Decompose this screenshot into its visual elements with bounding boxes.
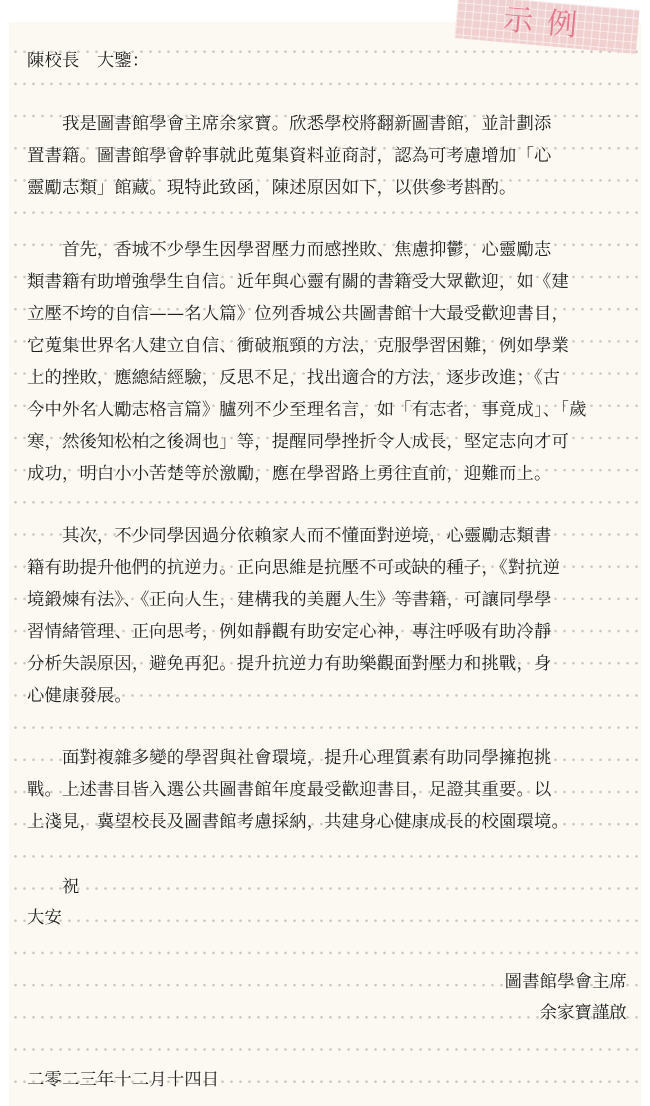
paragraph-2-line-2: 類書籍有助增強學生自信。近年與心靈有關的書籍受大眾歡迎，如《建 [27,272,569,292]
closing-greeting: 大安 [27,908,62,928]
paragraph-4-line-3: 上淺見，冀望校長及圖書館考慮採納，共建身心健康成長的校園環境。 [27,812,569,832]
paragraph-3-line-6: 心健康發展。 [27,686,132,706]
signature-name: 余家寶謹啟 [539,1003,627,1023]
paragraph-2-line-8: 成功，明白小小苦楚等於激勵，應在學習路上勇往直前，迎難而上。 [27,464,552,484]
signature-title: 圖書館學會主席 [504,972,627,992]
paragraph-2-line-3: 立壓不垮的自信——名人篇》位列香城公共圖書館十大最受歡迎書目， [27,304,569,324]
paragraph-2-line-5: 上的挫敗，應總結經驗，反思不足，找出適合的方法，逐步改進；《古 [27,368,561,388]
letter-date: 二零二三年十二月十四日 [27,1070,220,1090]
paragraph-1-line-1: 我是圖書館學會主席余家寶。欣悉學校將翻新圖書館，並計劃添 [27,114,552,134]
paragraph-3-line-3: 境鍛煉有法》、《正向人生，建構我的美麗人生》等書籍，可讓同學學 [27,590,552,610]
paragraph-1-line-3: 靈勵志類」館藏。現特此致函，陳述原因如下，以供參考斟酌。 [27,178,517,198]
paragraph-4-line-1: 面對複雜多變的學習與社會環境，提升心理質素有助同學擁抱挑 [27,748,552,768]
paragraph-2-line-4: 它蒐集世界名人建立自信、衝破瓶頸的方法，克服學習困難，例如學業 [27,336,569,356]
paragraph-3-line-4: 習情緒管理、正向思考，例如靜觀有助安定心神，專注呼吸有助冷靜 [27,622,552,642]
paragraph-1-line-2: 置書籍。圖書館學會幹事就此蒐集資料並商討，認為可考慮增加「心 [27,146,552,166]
paragraph-2-line-1: 首先，香城不少學生因學習壓力而感挫敗、焦慮抑鬱，心靈勵志 [27,240,552,260]
closing-wish: 祝 [27,877,80,897]
salutation: 陳校長 大鑒： [27,51,150,71]
paragraph-3-line-2: 籍有助提升他們的抗逆力。正向思維是抗壓不可或缺的種子，《對抗逆 [27,558,561,578]
paragraph-3-line-1: 其次，不少同學因過分依賴家人而不懂面對逆境，心靈勵志類書 [27,526,552,546]
paragraph-4-line-2: 戰。上述書目皆入選公共圖書館年度最受歡迎書目，足證其重要。以 [27,780,552,800]
paragraph-2-line-6: 今中外名人勵志格言篇》臚列不少至理名言，如「有志者，事竟成」、「歲 [27,400,587,420]
example-badge: 示例 [501,2,593,45]
paragraph-3-line-5: 分析失誤原因，避免再犯。提升抗逆力有助樂觀面對壓力和挑戰，身 [27,654,552,674]
paragraph-2-line-7: 寒，然後知松柏之後凋也」等，提醒同學挫折令人成長，堅定志向才可 [27,432,569,452]
